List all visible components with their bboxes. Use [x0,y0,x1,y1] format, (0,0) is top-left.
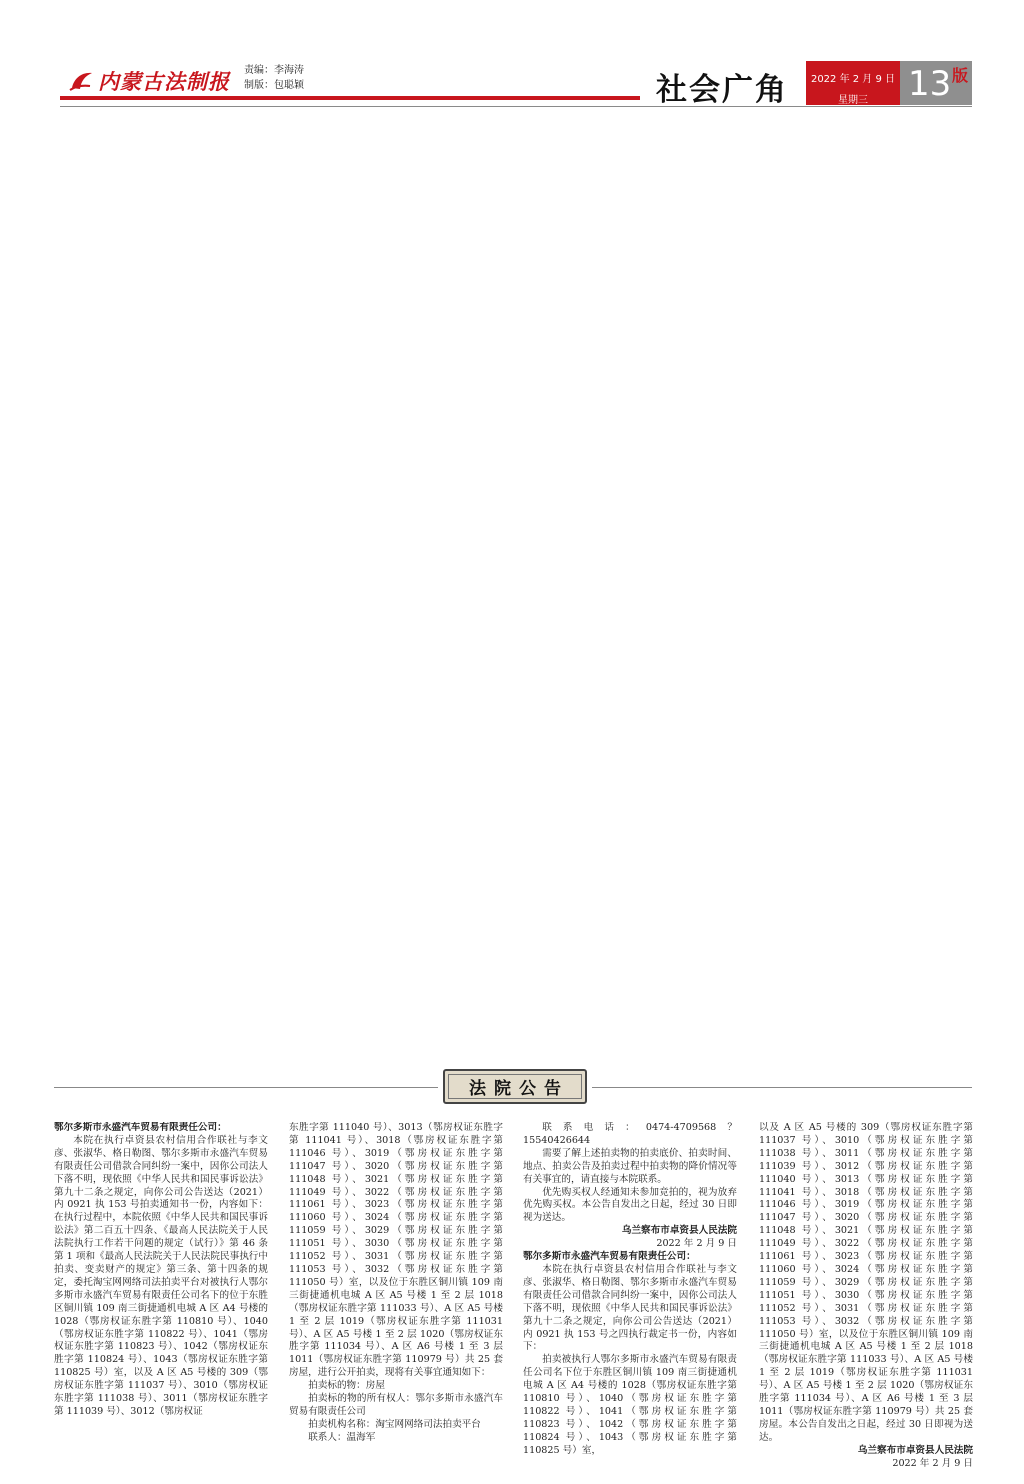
header-divider [60,106,972,107]
court-signature: 乌兰察布市卓资县人民法院 [857,1444,973,1456]
notice-paragraph: 需要了解上述拍卖物的拍卖底价、拍卖时间、地点、拍卖公告及拍卖过程中拍卖物的降价情况等有关事宜的，请直接与本院联系。 [523,1147,737,1185]
issue-weekday: 星期三 [838,95,868,106]
banner-title: 法院公告 [448,1074,582,1099]
issue-date: 2022 年 2 月 9 日 [810,74,896,85]
auction-owner: 拍卖标的物的所有权人：鄂尔多斯市永盛汽车贸易有限责任公司 [289,1393,503,1417]
newspaper-logo[interactable] [68,66,230,96]
contact-phone: 联系电话：0474-4709568？15540426644 [523,1122,737,1146]
editor-name: 责编：李海涛 [244,65,304,76]
court-signature: 乌兰察布市卓资县人民法院 [621,1225,737,1237]
notice-body: 东胜字第 111040 号）、3013（鄂房权证东胜字第 111041 号）、3018（鄂房权证东胜字第 111046 号）、3019（鄂房权证东胜字第 111047 号）、3020（鄂房权证东胜字第 111048 号）、3021（鄂房权证东胜字第 111049 号）、3022（鄂房权证东胜字第 111061 号）、3023（鄂房权证东胜字第 111060 号）、3024（鄂房权证东胜字第 111059 号）、3029（鄂房权证东胜字第 111051 号）、3030（鄂房权证东胜字第 111052 号）、3031（鄂房权证东胜字第 111053 号）、3032（鄂房权证东胜字第 111050 号）室，以及位于东胜区铜川镇 109 南三街捷通机电城 A 区 A5 号楼 1 至 2 层 1018（鄂房权证东胜字第 111033 号）、A 区 A5 号楼 1 至 2 层 1019（鄂房权证东胜字第 111031 号）、A 区 A5 号楼 1 至 2 层 1020（鄂房权证东胜字第 111034 号）、A 区 A6 号楼 1 至 3 层 1011（鄂房权证东胜字第 110979 号）共 25 套房屋，进行公开拍卖，现将有关事宜通知如下： [289,1122,503,1379]
auction-item: 拍卖标的物：房屋 [308,1380,385,1392]
header-red-rule [60,96,640,100]
notice-column-2 [289,1122,503,1472]
notice-addressee: 鄂尔多斯市永盛汽车贸易有限责任公司： [54,1122,227,1133]
banner-rule-left [54,1087,438,1088]
notice-body: 本院在执行卓资县农村信用合作联社与李文彦、张淑华、格日勒图、鄂尔多斯市永盛汽车贸易有限责任公司借款合同纠纷一案中，因你公司法人下落不明，现依照《中华人民共和国民事诉讼法》第九十二条之规定，向你公司公告送达（2021）内 0921 执 153 号拍卖通知书一份，内容如下：在执行过程中，本院依照《中华人民共和国民事诉讼法》第二百五十四条、《最高人民法院关于人民法院执行工作若干问题的规定（试行）》第 46 条第 1 项和《最高人民法院关于人民法院民事执行中拍卖、变卖财产的规定》第三条、第十四条的规定，委托淘宝网网络司法拍卖平台对被执行人鄂尔多斯市永盛汽车贸易有限责任公司名下的位于东胜区铜川镇 109 南三街捷通机电城 A 区 A4 号楼的 1028（鄂房权证东胜字第 110810 号）、1040（鄂房权证东胜字第 110822 号）、1041（鄂房权证东胜字第 110823 号）、1042（鄂房权证东胜字第 110824 号）、1043（鄂房权证东胜字第 110825 号）室，以及 A 区 A5 号楼的 309（鄂房权证东胜字第 111037 号）、3010（鄂房权证东胜字第 111038 号）、3011（鄂房权证东胜字第 111039 号）、3012（鄂房权证 [54,1134,268,1417]
section-banner [443,1069,587,1104]
layout-editor-name: 制版：包聪颖 [244,80,304,91]
signature-date: 2022 年 2 月 9 日 [892,1457,973,1469]
notice-column-4 [759,1122,973,1472]
page-number: 13 [908,64,952,104]
signature-date: 2022 年 2 月 9 日 [656,1238,737,1250]
masthead [0,0,1024,115]
page-label: 版 [952,66,969,85]
notice-paragraph: 拍卖被执行人鄂尔多斯市永盛汽车贸易有限责任公司名下位于东胜区铜川镇 109 南三街捷通机电城 A 区 A4 号楼的 1028（鄂房权证东胜字第 110810 号）、1040（鄂房权证东胜字第 110822 号）、1041（鄂房权证东胜字第 110823 号）、1042（鄂房权证东胜字第 110824 号）、1043（鄂房权证东胜字第 110825 号）室， [523,1354,737,1456]
notice-column-1 [54,1122,268,1472]
editor-credits [244,63,304,93]
notice-addressee: 鄂尔多斯市永盛汽车贸易有限责任公司： [523,1251,696,1263]
logo-text: 内蒙古法制报 [98,69,230,94]
logo-emblem-icon [68,70,94,92]
banner-rule-right [592,1087,972,1088]
notice-column-3 [523,1122,737,1472]
page-number-box [900,61,972,105]
auction-contact: 联系人：温海军 [308,1431,376,1443]
section-title: 社会广角 [656,72,788,108]
notice-paragraph: 优先购买权人经通知未参加竞拍的，视为放弃优先购买权。本公告自发出之日起，经过 30 日即视为送达。 [523,1186,737,1224]
notice-paragraph: 本院在执行卓资县农村信用合作联社与李文彦、张淑华、格日勒图、鄂尔多斯市永盛汽车贸易有限责任公司借款合同纠纷一案中，因你公司法人下落不明，现依照《中华人民共和国民事诉讼法》第九十二条之规定，向你公司公告送达（2021）内 0921 执 153 号之四执行裁定书一份，内容如下： [523,1263,737,1353]
issue-date-box [806,61,900,105]
auction-platform: 拍卖机构名称：淘宝网网络司法拍卖平台 [308,1418,481,1430]
notice-body: 以及 A 区 A5 号楼的 309（鄂房权证东胜字第 111037 号）、3010（鄂房权证东胜字第 111038 号）、3011（鄂房权证东胜字第 111039 号）、3012（鄂房权证东胜字第 111040 号）、3013（鄂房权证东胜字第 111041 号）、3018（鄂房权证东胜字第 111046 号）、3019（鄂房权证东胜字第 111047 号）、3020（鄂房权证东胜字第 111048 号）、3021（鄂房权证东胜字第 111049 号）、3022（鄂房权证东胜字第 111061 号）、3023（鄂房权证东胜字第 111060 号）、3024（鄂房权证东胜字第 111059 号）、3029（鄂房权证东胜字第 111051 号）、3030（鄂房权证东胜字第 111052 号）、3031（鄂房权证东胜字第 111053 号）、3032（鄂房权证东胜字第 111050 号）室，以及位于东胜区铜川镇 109 南三街捷通机电城 A 区 A5 号楼 1 至 2 层 1018（鄂房权证东胜字第 111033 号）、A 区 A5 号楼 1 至 2 层 1019（鄂房权证东胜字第 111031 号）、A 区 A5 号楼 1 至 2 层 1020（鄂房权证东胜字第 111034 号）、A 区 A6 号楼 1 至 3 层 1011（鄂房权证东胜字第 110979 号）共 25 套房屋。本公告自发出之日起，经过 30 日即视为送达。 [759,1122,973,1443]
